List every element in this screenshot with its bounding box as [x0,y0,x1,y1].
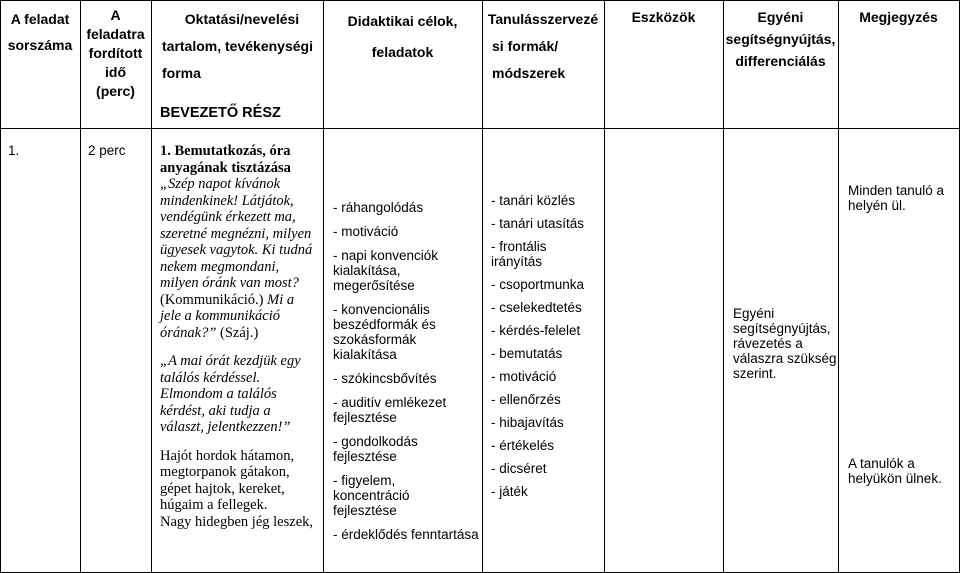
header-task-number [0,6,80,58]
method-item: - hibajavítás [491,415,564,430]
note-line: helyükön ülnek. [848,471,942,486]
header-text: A [110,7,121,23]
note-line: helyén ül. [848,198,906,213]
goal-line: fejlesztése [333,503,397,518]
content-span: (Kommunikáció.) [160,291,264,308]
header-text: Didaktikai célok, [347,13,458,29]
header-text: feladatok [371,44,434,60]
individual-line: segítségnyújtás, [733,321,831,336]
method-line: - frontális [491,239,547,254]
method-item: - játék [491,484,528,499]
content-title: 1. Bemutatkozás, óra [160,143,291,159]
poem-line: Hajót hordok hátamon, [160,447,295,464]
content-line: milyen óránk van most? [160,275,299,291]
content-line: Elmondom a találós [160,386,277,402]
individual-line: Egyéni [733,306,775,321]
poem-line: megtorpanok gátakon, [160,464,290,480]
goal-item [333,434,483,464]
goal-line: koncentráció [333,488,410,503]
content-line: vendégünk érkezett ma, [160,209,296,225]
header-text: Egyéni [757,9,804,25]
methods-cell [491,193,603,499]
content-line: találós kérdéssel. [160,369,261,386]
method-item: - motiváció [491,369,557,384]
goal-line: beszédformák és [333,317,436,332]
content-span: Mi a [263,291,295,308]
grid-line [0,0,960,1]
goal-item [333,248,483,293]
grid-line [838,0,839,573]
header-text: Eszközök [631,9,696,25]
goal-line: - napi konvenciók [333,248,439,263]
poem-line: húgaim a fellegek. [160,497,268,513]
individual-line: rávezetés a [733,336,803,351]
goal-line: kialakítása, [333,263,401,278]
goal-line: - szókincsbővítés [333,371,437,386]
grid-line [604,0,605,573]
method-line: irányítás [491,254,543,269]
row-number [8,143,19,158]
goal-line: - auditív emlékezet [333,395,447,410]
content-line: „A mai órát kezdjük egy [160,353,301,369]
goal-item [333,473,483,518]
section-title [160,102,320,124]
method-item: - tanári közlés [491,193,576,208]
content-line: kérdést, aki tudja a [160,402,271,419]
row-time [88,143,126,158]
method-item: - kérdés-felelet [491,323,581,338]
grid-line [0,128,960,129]
method-item: - csoportmunka [491,277,585,292]
header-text: sorszáma [7,37,73,53]
header-text: fordított [88,45,143,61]
goal-item [333,224,483,239]
individual-cell [733,306,838,381]
method-item: - ellenőrzés [491,392,561,407]
goals-cell [333,200,483,542]
header-text: feladatra [86,26,145,42]
content-line: „Szép napot kívánok [160,176,281,192]
header-text: tartalom, tevékenységi [162,38,313,54]
content-title: anyagának tisztázása [160,159,291,176]
header-time [80,6,151,101]
goal-line: - gondolkodás [333,434,418,449]
method-item: - cselekedtetés [491,300,582,315]
note-line: A tanulók a [848,456,915,471]
method-item: - értékelés [491,438,555,453]
goal-line: - figyelem, [333,473,396,488]
header-content [162,6,322,87]
goal-item [333,302,483,362]
header-text: differenciálás [735,53,826,69]
content-line [160,325,322,342]
grid-line [0,0,1,573]
grid-line [723,0,724,573]
content-line: ügyesek vagytok. Ki tudná [160,242,313,258]
content-line: nekem megmondani, [160,258,280,275]
content-line [160,292,322,309]
header-goals [323,6,482,68]
header-text: (perc) [96,83,135,99]
section-title-text: BEVEZETŐ RÉSZ [160,105,281,121]
goal-item [333,527,483,542]
header-text: Tanulásszervezé [487,11,599,27]
individual-line: válaszra szükség [733,351,837,366]
header-text: forma [162,65,201,81]
goal-line: - motiváció [333,224,399,239]
goal-item [333,200,483,215]
content-cell [160,143,322,530]
content-line: jele a kommunikáció [160,308,280,324]
goal-line: fejlesztése [333,449,397,464]
content-line: mindenkinek! Látjátok, [160,192,294,209]
poem-line: Nagy hidegben jég leszek, [160,513,314,530]
notes-cell-2 [848,456,958,486]
header-text: módszerek [492,65,566,81]
method-item: - bemutatás [491,346,563,361]
goal-line: fejlesztése [333,410,397,425]
goal-line: - ráhangolódás [333,200,424,215]
grid-line [151,0,152,573]
goal-line: megerősítése [333,278,415,293]
goal-line: - konvencionális [333,302,430,317]
grid-line [323,0,324,573]
header-text: A feladat [10,11,70,27]
header-text: idő [105,64,126,80]
note-line: Minden tanuló a [848,183,945,198]
goal-item [333,371,483,386]
individual-line: szerint. [733,366,777,381]
goal-line: kialakítása [333,347,397,362]
header-notes [838,6,959,28]
header-text: segítségnyújtás, [725,31,836,47]
header-tools [604,6,723,28]
goal-line: - érdeklődés fenntartása [333,527,479,542]
header-individual [723,6,838,72]
content-line: szeretné megnézni, milyen [160,225,312,242]
row-time-text: 2 perc [88,143,126,158]
row-number-text: 1. [8,143,20,158]
method-item: - tanári utasítás [491,216,585,231]
content-line: választ, jelentkezzen!” [160,419,291,435]
header-text: Oktatási/nevelési [184,11,300,27]
content-span: (Száj.) [216,324,259,341]
poem-line: gépet hajtok, kereket, [160,480,285,497]
method-item [491,239,603,269]
header-text: si formák/ [492,38,559,54]
goal-line: szokásformák [333,332,417,347]
method-item: - dicséret [491,461,547,476]
header-methods [482,6,604,87]
goal-item [333,395,483,425]
header-text: Megjegyzés [859,9,938,25]
notes-cell-1 [848,183,958,213]
content-span: órának?” [160,324,217,341]
